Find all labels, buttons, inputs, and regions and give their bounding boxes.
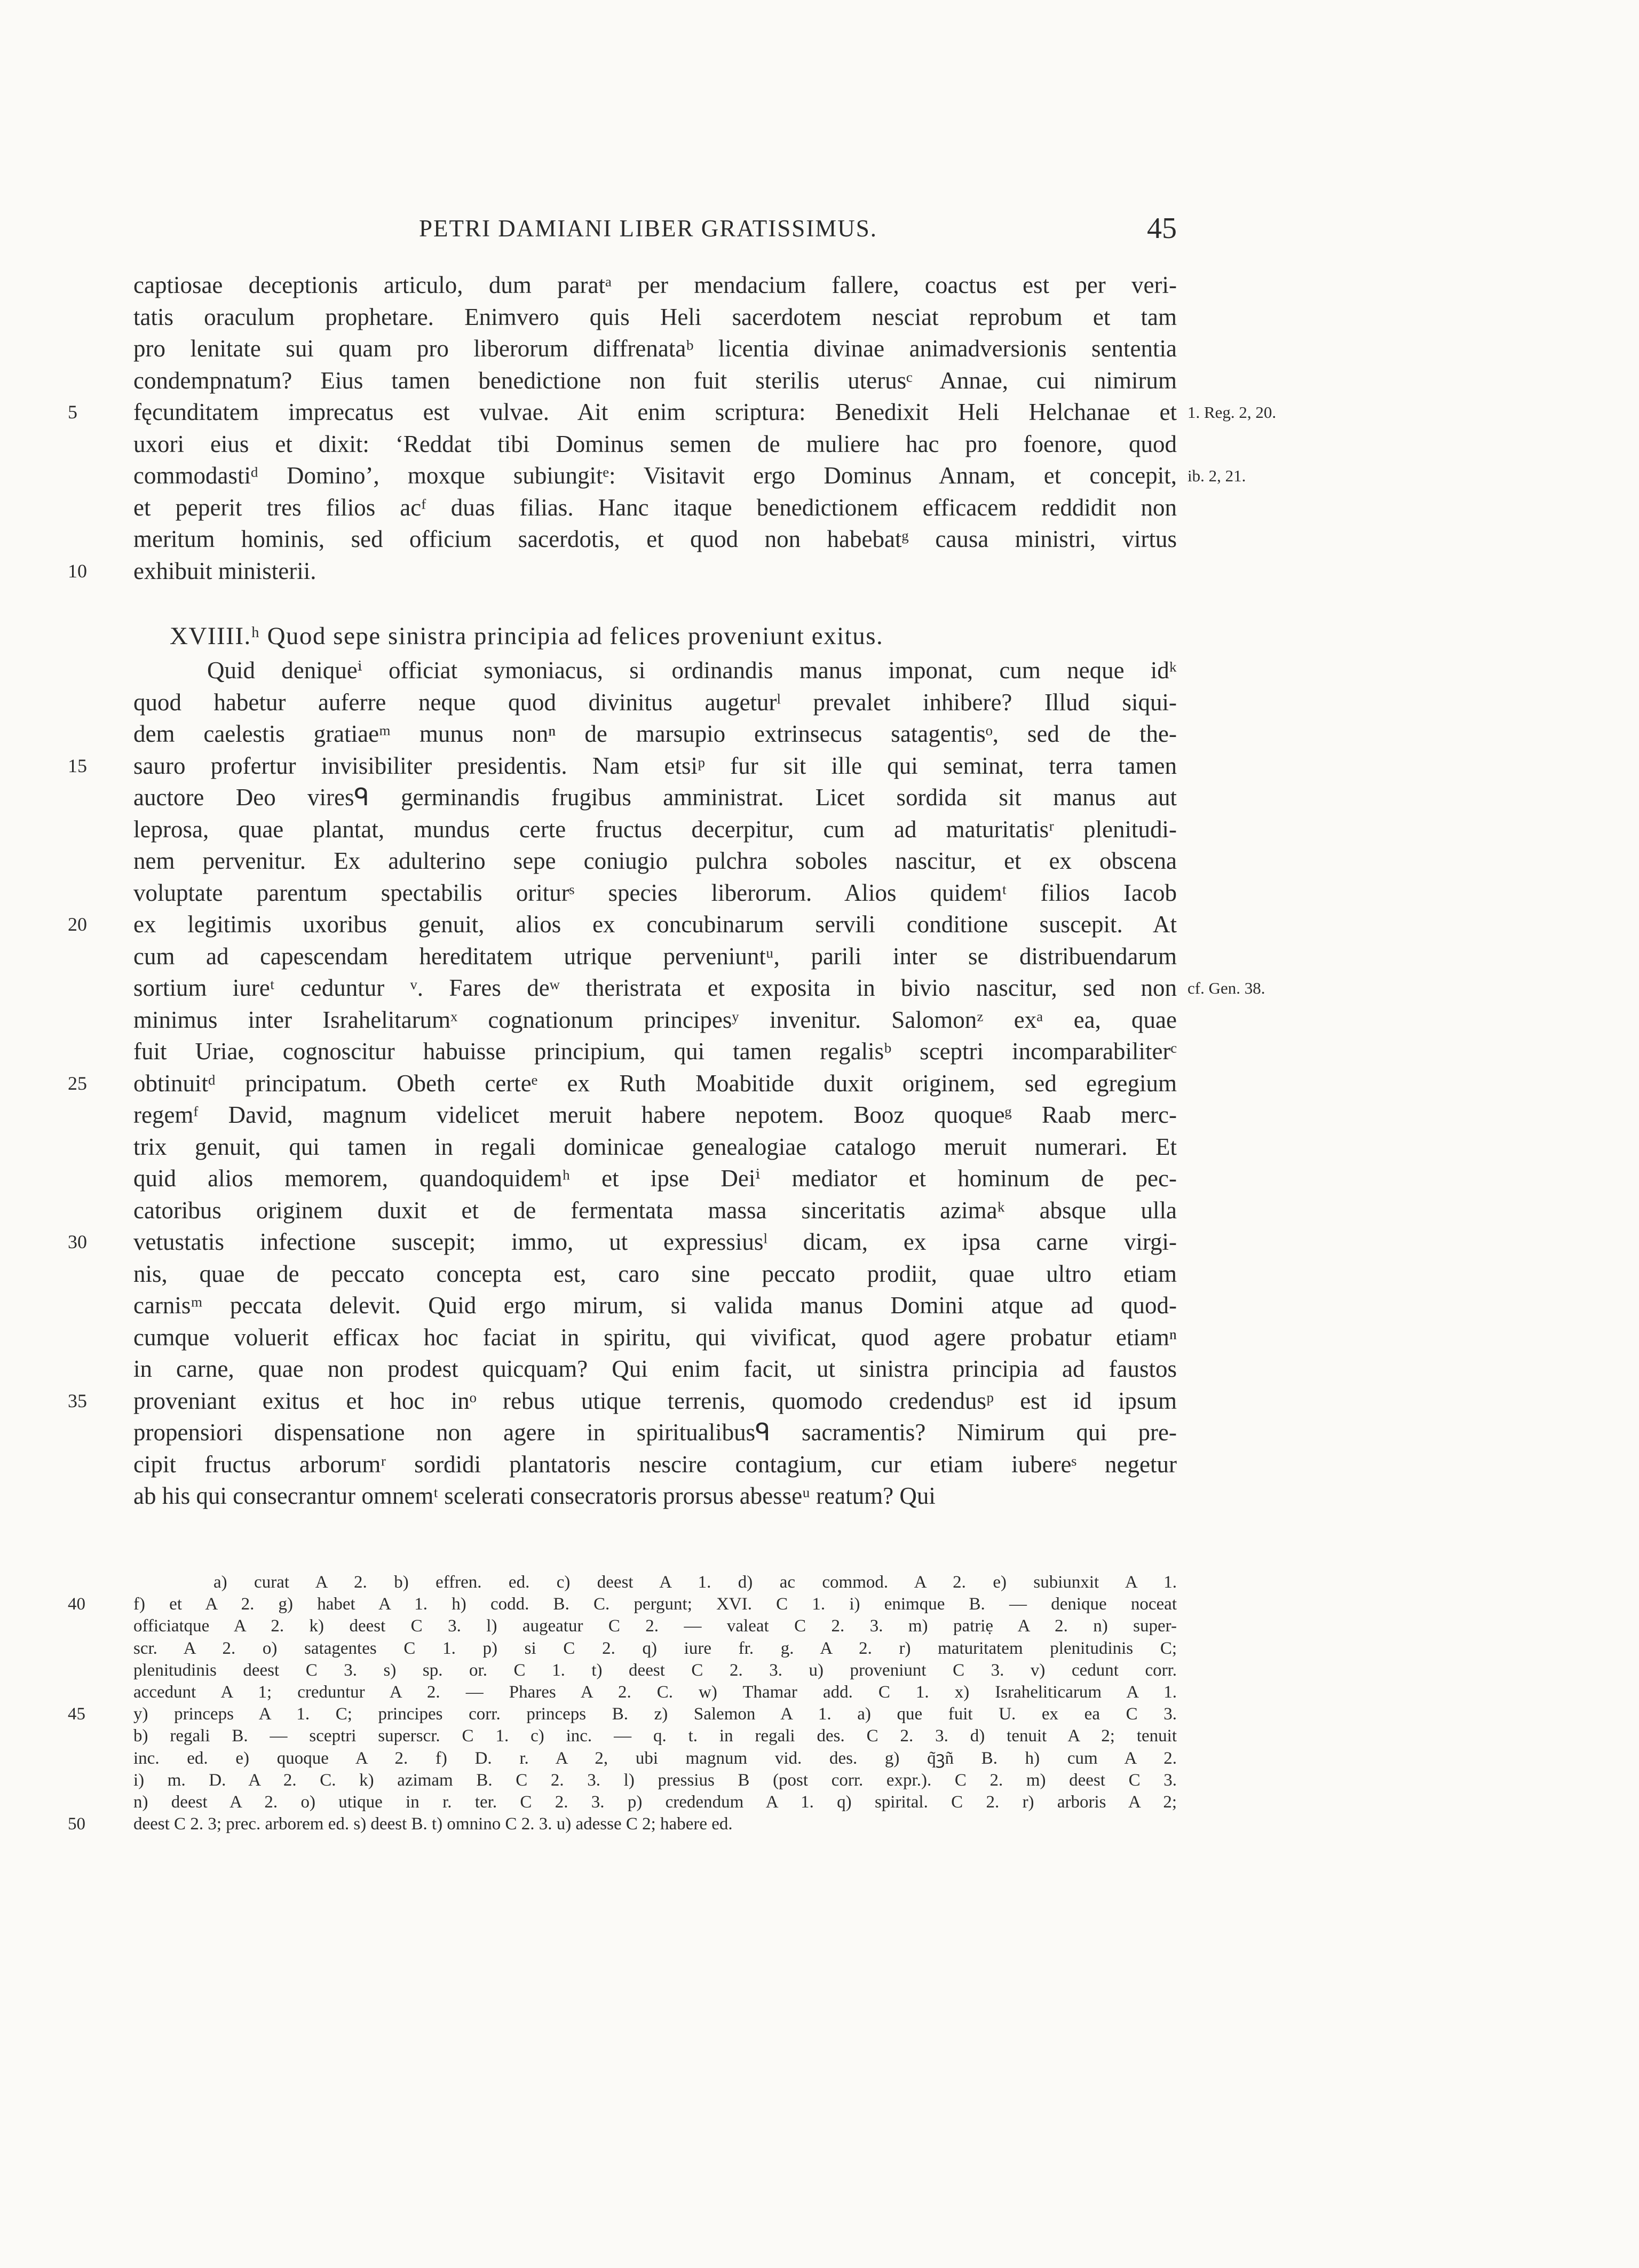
line-text: quid alios memorem, quandoquidemʰ et ipse Deiⁱ mediator et hominum de pec- [133,1165,1177,1192]
text-line [133,655,1177,687]
running-title: PETRI DAMIANI LIBER GRATISSIMUS. [419,215,878,242]
line-text: obtinuitᵈ principatum. Obeth certeᵉ ex Ruth Moabitide duxit originem, sed egregium [133,1069,1177,1097]
line-text: scr. A 2. o) satagentes C 1. p) si C 2. q) iure fr. g. A 2. r) maturitatem plenitudinis C; [133,1638,1177,1658]
line-text: pro lenitate sui quam pro liberorum diffrenataᵇ licentia divinae animadversionis sententia [133,335,1177,362]
footnote-line [133,1682,1177,1703]
footnote-line [133,1791,1177,1813]
line-number: 50 [68,1814,85,1834]
line-text: nis, quae de peccato concepta est, caro sine peccato prodiit, quae ultro etiam [133,1260,1177,1287]
page-header [133,212,1177,252]
line-text: b) regali B. — sceptri superscr. C 1. c) inc. — q. t. in regali des. C 2. 3. d) tenuit A 2; tenuit [133,1726,1177,1746]
line-text: quod habetur auferre neque quod divinitus augeturˡ prevalet inhibere? Illud siqui- [133,688,1177,716]
line-text: in carne, quae non prodest quicquam? Qui enim facit, ut sinistra principia ad faustos [133,1355,1177,1382]
footnote-line [133,1660,1177,1682]
text-line [133,1131,1177,1163]
text-line [133,941,1177,973]
line-text: exhibuit ministerii. [133,557,316,584]
footnote-line [68,1813,1177,1835]
text-line [133,429,1177,461]
text-line [68,1226,1177,1258]
line-text: cipit fructus arborumʳ sordidi plantatoris nescire contagium, cur etiam iubereˢ negetur [133,1450,1177,1478]
line-text: sortium iureᵗ ceduntur ᵛ. Fares deʷ theristrata et exposita in bivio nascitur, sed non [133,974,1177,1001]
line-text: trix genuit, qui tamen in regali dominicae genealogiae catalogo meruit numerari. Et [133,1133,1177,1160]
line-text: captiosae deceptionis articulo, dum paratᵃ per mendacium fallere, coactus est per veri- [133,272,1177,298]
text-line [133,302,1177,334]
line-number: 30 [68,1231,87,1252]
margin-reference: ib. 2, 21. [1187,466,1246,485]
text-line [133,718,1177,750]
text-line [133,524,1177,556]
line-text: proveniant exitus et hoc inᵒ rebus utique terrenis, quomodo credendusᵖ est id ipsum [133,1387,1177,1414]
line-text: deest C 2. 3; prec. arborem ed. s) deest B. t) omnino C 2. 3. u) adesse C 2; habere ed. [133,1814,733,1834]
line-number: 35 [68,1390,87,1411]
line-text: propensiori dispensatione non agere in spiritualibusᑫ sacramentis? Nimirum qui pre- [133,1419,1177,1446]
line-text: leprosa, quae plantat, mundus certe fructus decerpitur, cum ad maturitatisʳ plenitudi- [133,815,1177,843]
line-number: 45 [68,1704,85,1724]
text-line [68,1068,1177,1100]
line-text: catoribus originem duxit et de fermentata massa sinceritatis azimaᵏ absque ulla [133,1196,1177,1224]
line-text: auctore Deo viresᑫ germinandis frugibus amministrat. Licet sordida sit manus aut [133,784,1177,811]
line-text: ex legitimis uxoribus genuit, alios ex concubinarum servili conditione suscepit. At [133,911,1177,938]
text-line [133,460,1246,492]
footnote-line [133,1770,1177,1791]
text-line [133,1290,1177,1322]
line-text: condempnatum? Eius tamen benedictione non fuit sterilis uterusᶜ Annae, cui nimirum [133,367,1177,394]
text-line [133,877,1177,909]
footnote-line [68,1703,1177,1725]
line-text: i) m. D. A 2. C. k) azimam B. C 2. 3. l) pressius B (post corr. expr.). C 2. m) deest C 3. [133,1770,1177,1790]
footnote-line [68,1593,1177,1615]
footnotes [68,1572,1177,1835]
text-line [133,1258,1177,1290]
text-line [133,845,1177,877]
text-line [133,365,1177,397]
footnote-line [133,1572,1177,1593]
text-line [133,1417,1177,1449]
line-text: meritum hominis, sed officium sacerdotis, et quod non habebatᵍ causa ministri, virtus [133,526,1177,552]
main-text-block-2 [68,655,1265,1512]
text-line [133,1036,1177,1068]
line-text: cumque voluerit efficax hoc faciat in spiritu, qui vivificat, quod agere probatur etiamⁿ [133,1323,1177,1351]
footnote-line [133,1748,1177,1770]
line-text: a) curat A 2. b) effren. ed. c) deest A 1. d) ac commod. A 2. e) subiunxit A 1. [213,1573,1177,1592]
text-line [133,1353,1177,1385]
footnote-line [133,1615,1177,1637]
line-text: minimus inter Israhelitarumˣ cognationum principesʸ invenitur. Salomonᶻ exᵃ ea, quae [133,1006,1177,1033]
line-text: plenitudinis deest C 3. s) sp. or. C 1. t) deest C 2. 3. u) proveniunt C 3. v) cedunt corr. [133,1660,1177,1680]
page-number: 45 [1147,212,1177,245]
line-number: 5 [68,401,77,423]
line-text: sauro profertur invisibiliter presidentis. Nam etsiᵖ fur sit ille qui seminat, terra tamen [133,752,1177,779]
line-text: uxori eius et dixit: ‘Reddat tibi Dominus semen de muliere hac pro foenore, quod [133,430,1177,457]
line-text: et peperit tres filios acᶠ duas filias. Hanc itaque benedictionem efficacem reddidit non [133,494,1177,521]
text-line [68,396,1277,429]
line-number: 20 [68,914,87,935]
line-text: Quid deniqueⁱ officiat symoniacus, si ordinandis manus imponat, cum neque idᵏ [207,657,1177,684]
line-text: ab his qui consecrantur omnemᵗ scelerati consecratoris prorsus abesseᵘ reatum? Qui [133,1482,936,1509]
text-line [133,269,1177,302]
line-number: 15 [68,755,87,776]
text-line [133,1163,1177,1195]
text-line [133,687,1177,719]
line-text: commodastiᵈ Domino’, moxque subiungitᵉ: Visitavit ergo Dominus Annam, et concepit, [133,462,1177,489]
text-line [68,750,1177,782]
line-number: 25 [68,1072,87,1094]
line-text: inc. ed. e) quoque A 2. f) D. r. A 2, ubi magnum vid. des. g) q̃ꝫñ B. h) cum A 2. [133,1748,1177,1768]
line-text: vetustatis infectione suscepit; immo, ut expressiusˡ dicam, ex ipsa carne virgi- [133,1228,1177,1255]
line-text: fuit Uriae, cognoscitur habuisse principium, qui tamen regalisᵇ sceptri incomparabiliterᶜ [133,1038,1177,1065]
margin-reference: cf. Gen. 38. [1187,979,1265,997]
line-text: nem pervenitur. Ex adulterino sepe coniugio pulchra soboles nascitur, et ex obscena [133,847,1177,874]
text-line [133,814,1177,846]
text-line [133,1480,1177,1512]
line-text: accedunt A 1; creduntur A 2. — Phares A 2. C. w) Thamar add. C 1. x) Israheliticarum A 1. [133,1682,1177,1702]
line-text: tatis oraculum prophetare. Enimvero quis Heli sacerdotem nesciat reprobum et tam [133,303,1177,330]
text-line [133,1099,1177,1131]
text-line [133,1449,1177,1481]
line-text: officiatque A 2. k) deest C 3. l) augeatur C 2. — valeat C 2. 3. m) patriẹ A 2. n) super- [133,1616,1177,1636]
line-text: carnisᵐ peccata delevit. Quid ergo mirum, si valida manus Domini atque ad quod- [133,1292,1177,1319]
line-text: fęcunditatem imprecatus est vulvae. Ait enim scriptura: Benedixit Heli Helchanae et [133,399,1177,425]
text-line [133,1004,1177,1036]
line-number: 40 [68,1595,85,1614]
line-text: dem caelestis gratiaeᵐ munus nonⁿ de marsupio extrinsecus satagentisᵒ, sed de the- [133,720,1177,747]
text-line [133,782,1177,814]
chapter-heading: XVIIII.ʰ Quod sepe sinistra principia ad felices proveniunt exitus. [170,622,884,650]
line-text: voluptate parentum spectabilis oriturˢ species liberorum. Alios quidemᵗ filios Iacob [133,879,1177,906]
line-number: 10 [68,560,87,582]
footnote-line [133,1638,1177,1660]
margin-reference: 1. Reg. 2, 20. [1187,403,1277,422]
line-text: regemᶠ David, magnum videlicet meruit habere nepotem. Booz quoqueᵍ Raab merc- [133,1101,1177,1128]
line-text: n) deest A 2. o) utique in r. ter. C 2. 3. p) credendum A 1. q) spirital. C 2. r) arboris A 2; [133,1792,1177,1812]
text-line [133,492,1177,524]
text-line [68,909,1177,941]
text-line [133,1195,1177,1227]
text-line [133,972,1265,1004]
main-text-block-1 [68,269,1277,587]
text-line [68,1385,1177,1417]
line-text: f) et A 2. g) habet A 1. h) codd. B. C. pergunt; XVI. C 1. i) enimque B. — denique noceat [133,1595,1177,1614]
text-line [68,556,1177,588]
footnote-line [133,1725,1177,1747]
text-line [133,333,1177,365]
text-line [133,1322,1177,1354]
line-text: y) princeps A 1. C; principes corr. princeps B. z) Salemon A 1. a) que fuit U. ex ea C 3. [133,1704,1177,1724]
line-text: cum ad capescendam hereditatem utrique perveniuntᵘ, parili inter se distribuendarum [133,942,1177,970]
